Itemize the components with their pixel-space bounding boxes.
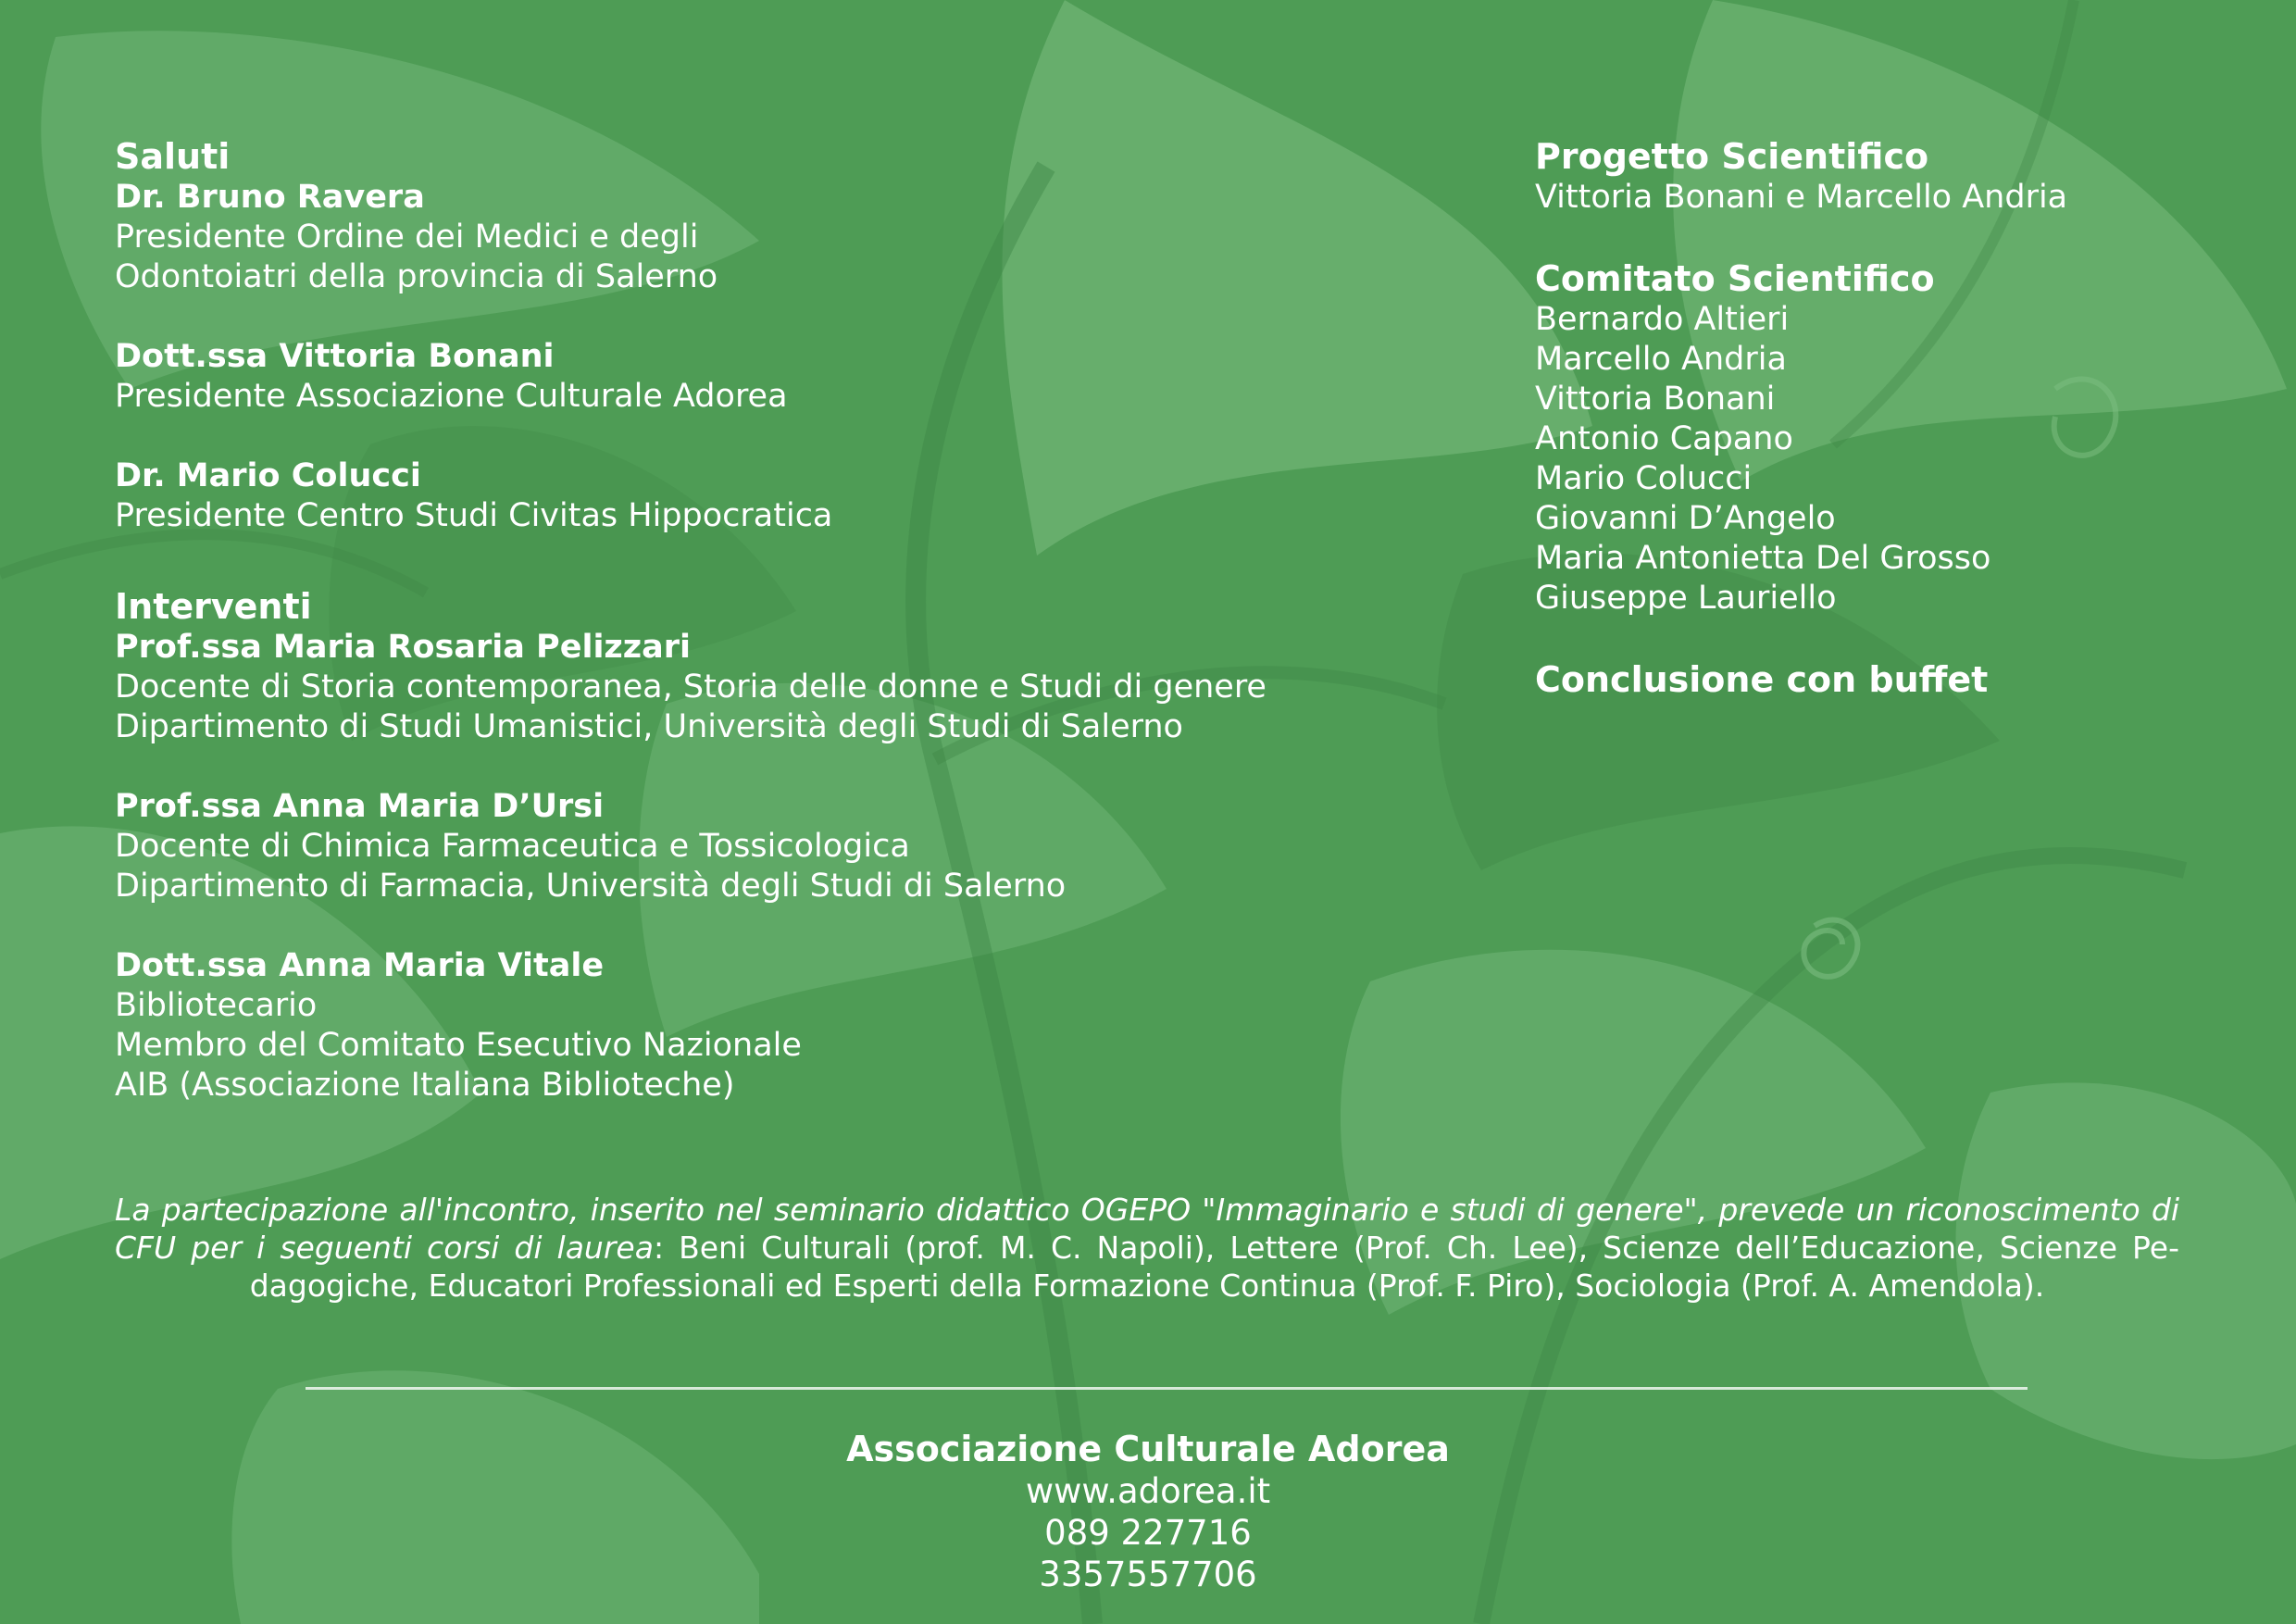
footer-mobile: 3357557706	[1039, 1555, 1257, 1594]
comitato-member: Bernardo Altieri	[1535, 301, 1790, 338]
speaker-name: Dott.ssa Vittoria Bonani	[115, 338, 555, 375]
speaker-block	[115, 178, 1485, 297]
left-column	[115, 135, 1485, 1145]
speaker-role: Presidente Centro Studi Civitas Hippocratica	[115, 497, 833, 534]
speaker-block	[115, 337, 1485, 417]
progetto-section	[1535, 135, 2276, 218]
comitato-member: Vittoria Bonani	[1535, 381, 1776, 418]
speaker-role: Docente di Chimica Farmaceutica e Tossicologica	[115, 828, 910, 865]
speaker-name: Prof.ssa Anna Maria D’Ursi	[115, 788, 605, 825]
cfu-note-italic: La partecipazione all'incontro, inserito nel seminario didattico OGEPO "Immaginario e studi di genere", prevede un riconoscimento di CFU per i seguenti corsi di laurea	[115, 1192, 2179, 1266]
speaker-role: Dipartimento di Farmacia, Università degli Studi di Salerno	[115, 868, 1067, 905]
comitato-member: Mario Colucci	[1535, 460, 1753, 497]
comitato-member: Giuseppe Lauriello	[1535, 580, 1837, 617]
speaker-role: Membro del Comitato Esecutivo Nazionale	[115, 1027, 802, 1064]
speaker-role: Presidente Ordine dei Medici e degli	[115, 219, 699, 256]
comitato-member: Giovanni D’Angelo	[1535, 500, 1836, 537]
speaker-block	[115, 628, 1485, 747]
speaker-role: Odontoiatri della provincia di Salerno	[115, 258, 718, 295]
speaker-block	[115, 787, 1485, 906]
speaker-role: Docente di Storia contemporanea, Storia delle donne e Studi di genere	[115, 668, 1267, 706]
saluti-title: Saluti	[115, 136, 231, 177]
speaker-role: Bibliotecario	[115, 987, 318, 1024]
speaker-role: Dipartimento di Studi Umanistici, Università degli Studi di Salerno	[115, 708, 1183, 745]
speaker-role: Presidente Associazione Culturale Adorea	[115, 378, 788, 415]
footer	[0, 1428, 2296, 1595]
footer-phone: 089 227716	[1044, 1513, 1252, 1553]
conclusione-title: Conclusione con buffet	[1535, 659, 1989, 700]
speaker-role: AIB (Associazione Italiana Biblioteche)	[115, 1067, 735, 1104]
speaker-block	[115, 456, 1485, 536]
speaker-name: Dott.ssa Anna Maria Vitale	[115, 947, 605, 984]
progetto-text: Vittoria Bonani e Marcello Andria	[1535, 179, 2068, 216]
saluti-section	[115, 135, 1485, 536]
interventi-title: Interventi	[115, 586, 312, 627]
footer-website: www.adorea.it	[1025, 1471, 1271, 1511]
speaker-name: Dr. Bruno Ravera	[115, 179, 425, 216]
cfu-note	[115, 1191, 2179, 1305]
right-column	[1535, 135, 2276, 701]
comitato-section	[1535, 257, 2276, 618]
interventi-section	[115, 585, 1485, 1106]
comitato-member: Maria Antonietta Del Grosso	[1535, 540, 1991, 577]
footer-org-name: Associazione Culturale Adorea	[846, 1429, 1450, 1469]
speaker-name: Dr. Mario Colucci	[115, 457, 421, 494]
footer-divider	[306, 1387, 2028, 1390]
comitato-title: Comitato Scientifico	[1535, 258, 1935, 299]
speaker-block	[115, 946, 1485, 1106]
comitato-member: Antonio Capano	[1535, 420, 1793, 457]
progetto-title: Progetto Scientifico	[1535, 136, 1929, 177]
comitato-member: Marcello Andria	[1535, 341, 1787, 378]
cfu-note-courses: : Beni Culturali (prof. M. C. Napoli), Lettere (Prof. Ch. Lee), Scienze dell’Educazione, Scienze Pe-dagogiche, Educatori Professionali ed Esperti della Formazione Continua (Prof. F. Piro), Sociologia (Prof. A. Amendola).	[249, 1230, 2179, 1304]
speaker-name: Prof.ssa Maria Rosaria Pelizzari	[115, 629, 692, 666]
